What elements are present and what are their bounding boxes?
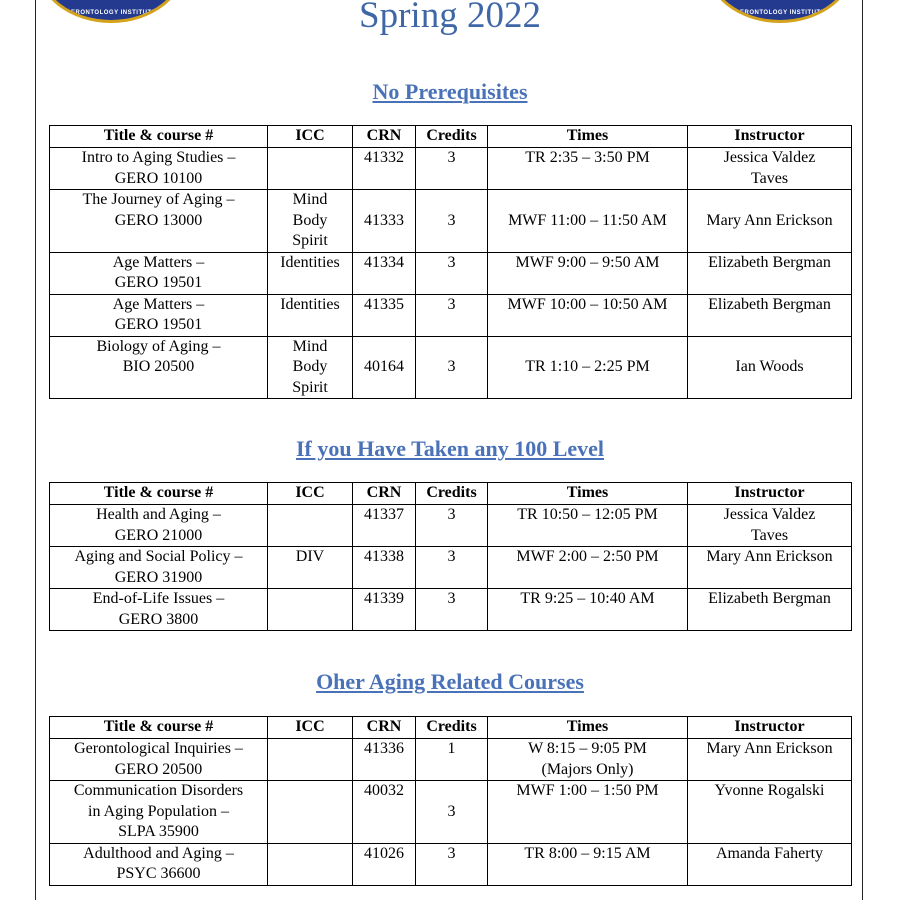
- times-line: MWF 1:00 – 1:50 PM: [516, 782, 659, 799]
- times-line: W 8:15 – 9:05 PM: [528, 740, 647, 757]
- times-cell: [488, 148, 688, 190]
- times-cell: [488, 739, 688, 781]
- crn-cell: 41337: [353, 505, 416, 547]
- times-line: MWF 9:00 – 9:50 AM: [515, 253, 660, 271]
- course-title-line: End-of-Life Issues –: [92, 590, 225, 607]
- crn-cell: 40032: [353, 781, 416, 844]
- column-header-instructor: Instructor: [688, 483, 852, 505]
- instructor-line: Mary Ann Erickson: [706, 548, 833, 565]
- times-cell: [488, 336, 688, 399]
- credits-cell: 3: [416, 148, 488, 190]
- credits-cell: 1: [416, 739, 488, 781]
- course-title-line: PSYC 36600: [116, 865, 201, 882]
- course-title-line: GERO 19501: [114, 274, 203, 291]
- crn-cell: 41336: [353, 739, 416, 781]
- table-row: [50, 336, 852, 399]
- column-header-icc: ICC: [268, 717, 353, 739]
- icc-cell: [268, 505, 353, 547]
- course-title-cell: [50, 547, 268, 589]
- course-title-line: Biology of Aging –: [96, 337, 221, 355]
- course-table-100-level: [49, 482, 852, 631]
- column-header-crn: CRN: [353, 483, 416, 505]
- course-title-cell: [50, 190, 268, 253]
- section-title-100-level: If you Have Taken any 100 Level: [295, 436, 605, 461]
- icc-line: DIV: [295, 548, 325, 565]
- column-header-times: Times: [488, 717, 688, 739]
- icc-cell: [268, 190, 353, 253]
- times-line: MWF 11:00 – 11:50 AM: [508, 211, 667, 229]
- column-header-crn: CRN: [353, 126, 416, 148]
- instructor-line: Jessica Valdez: [723, 506, 816, 523]
- icc-line: Mind: [292, 337, 328, 355]
- credits-cell: 3: [416, 252, 488, 294]
- instructor-line: Elizabeth Bergman: [708, 590, 831, 607]
- column-header-credits: Credits: [416, 717, 488, 739]
- course-title-cell: [50, 781, 268, 844]
- credits-cell: 3: [416, 589, 488, 631]
- instructor-line: Ian Woods: [735, 358, 804, 375]
- seal-text: GERONTOLOGY INSTITUTE: [65, 10, 157, 16]
- table-row: [50, 252, 852, 294]
- instructor-cell: [688, 781, 852, 844]
- icc-line: Identities: [280, 295, 340, 313]
- times-line: TR 1:10 – 2:25 PM: [525, 358, 650, 375]
- course-title-line: Gerontological Inquiries –: [74, 740, 243, 757]
- column-header-instructor: Instructor: [688, 126, 852, 148]
- course-title-line: GERO 20500: [114, 760, 203, 778]
- instructor-line: Amanda Faherty: [715, 844, 824, 862]
- instructor-cell: [688, 252, 852, 294]
- times-line: TR 2:35 – 3:50 PM: [525, 149, 650, 166]
- instructor-cell: [688, 505, 852, 547]
- crn-cell: 41338: [353, 547, 416, 589]
- crn-cell: 41334: [353, 252, 416, 294]
- instructor-cell: [688, 589, 852, 631]
- column-header-title: Title & course #: [50, 483, 268, 505]
- course-title-line: SLPA 35900: [118, 823, 199, 840]
- instructor-line: Elizabeth Bergman: [708, 253, 831, 271]
- instructor-line: Yvonne Rogalski: [714, 782, 825, 799]
- column-header-icc: ICC: [268, 126, 353, 148]
- crn-cell: 41339: [353, 589, 416, 631]
- times-line: (Majors Only): [541, 760, 634, 778]
- icc-cell: [268, 252, 353, 294]
- course-title-cell: [50, 336, 268, 399]
- times-line: MWF 2:00 – 2:50 PM: [516, 548, 659, 565]
- times-cell: [488, 547, 688, 589]
- course-title-line: in Aging Population –: [88, 802, 229, 820]
- times-line: TR 9:25 – 10:40 AM: [520, 590, 655, 607]
- table-header-row: [50, 717, 852, 739]
- column-header-times: Times: [488, 126, 688, 148]
- course-title-line: Aging and Social Policy –: [74, 548, 243, 565]
- crn-cell: 41026: [353, 843, 416, 885]
- times-line: TR 10:50 – 12:05 PM: [517, 506, 658, 523]
- column-header-credits: Credits: [416, 483, 488, 505]
- times-cell: [488, 505, 688, 547]
- credits-cell: 3: [416, 336, 488, 399]
- course-title-cell: [50, 589, 268, 631]
- seal-text: GERONTOLOGY INSTITUTE: [734, 10, 826, 16]
- instructor-line: Mary Ann Erickson: [706, 211, 833, 229]
- table-row: [50, 589, 852, 631]
- course-title-line: GERO 13000: [114, 211, 203, 229]
- course-title-cell: [50, 505, 268, 547]
- column-header-instructor: Instructor: [688, 717, 852, 739]
- instructor-line: Taves: [750, 526, 789, 544]
- credits-cell: 3: [416, 505, 488, 547]
- column-header-times: Times: [488, 483, 688, 505]
- instructor-cell: [688, 294, 852, 336]
- times-cell: [488, 294, 688, 336]
- table-row: [50, 781, 852, 844]
- times-cell: [488, 190, 688, 253]
- course-title-line: Health and Aging –: [96, 506, 221, 523]
- course-title-cell: [50, 252, 268, 294]
- icc-cell: [268, 294, 353, 336]
- icc-cell: [268, 547, 353, 589]
- icc-cell: [268, 843, 353, 885]
- icc-line: Body: [292, 358, 328, 375]
- course-title-line: Adulthood and Aging –: [83, 844, 234, 862]
- credits-cell: 3: [416, 547, 488, 589]
- table-row: [50, 190, 852, 253]
- course-title-cell: [50, 739, 268, 781]
- course-table-other-aging: [49, 716, 852, 886]
- crn-cell: 41335: [353, 294, 416, 336]
- times-cell: [488, 781, 688, 844]
- icc-line: Spirit: [292, 232, 328, 249]
- course-title-cell: [50, 294, 268, 336]
- icc-line: Mind: [292, 191, 328, 208]
- column-header-title: Title & course #: [50, 126, 268, 148]
- icc-cell: [268, 148, 353, 190]
- instructor-cell: [688, 547, 852, 589]
- course-title-line: GERO 19501: [114, 316, 203, 333]
- table-row: [50, 547, 852, 589]
- instructor-line: Mary Ann Erickson: [706, 740, 833, 757]
- crn-cell: 40164: [353, 336, 416, 399]
- course-table-no-prerequisites: [49, 125, 852, 399]
- course-title-line: GERO 31900: [114, 568, 203, 586]
- course-title-line: Age Matters –: [112, 295, 205, 313]
- icc-line: Spirit: [292, 378, 328, 396]
- icc-cell: [268, 336, 353, 399]
- column-header-title: Title & course #: [50, 717, 268, 739]
- credits-cell: 3: [416, 294, 488, 336]
- column-header-credits: Credits: [416, 126, 488, 148]
- credits-cell: 3: [416, 843, 488, 885]
- course-title-cell: [50, 148, 268, 190]
- times-line: TR 8:00 – 9:15 AM: [524, 844, 651, 862]
- instructor-line: Elizabeth Bergman: [708, 295, 831, 313]
- times-line: MWF 10:00 – 10:50 AM: [507, 295, 668, 313]
- table-header-row: [50, 483, 852, 505]
- icc-line: Identities: [280, 253, 340, 271]
- times-cell: [488, 589, 688, 631]
- table-header-row: [50, 126, 852, 148]
- course-title-cell: [50, 843, 268, 885]
- table-row: [50, 843, 852, 885]
- course-title-line: BIO 20500: [122, 358, 195, 375]
- credits-cell: 3: [416, 190, 488, 253]
- column-header-crn: CRN: [353, 717, 416, 739]
- times-cell: [488, 252, 688, 294]
- course-title-line: Age Matters –: [112, 253, 205, 271]
- crn-cell: 41333: [353, 190, 416, 253]
- credits-cell: 3: [416, 781, 488, 844]
- course-title-line: Intro to Aging Studies –: [81, 149, 236, 166]
- instructor-line: Taves: [750, 169, 789, 187]
- course-title-line: Communication Disorders: [73, 782, 244, 799]
- icc-cell: [268, 739, 353, 781]
- icc-cell: [268, 589, 353, 631]
- instructor-cell: [688, 739, 852, 781]
- instructor-cell: [688, 190, 852, 253]
- page-title: Spring 2022: [359, 0, 541, 36]
- icc-cell: [268, 781, 353, 844]
- instructor-cell: [688, 148, 852, 190]
- course-title-line: The Journey of Aging –: [82, 191, 235, 208]
- course-title-line: GERO 3800: [118, 610, 199, 628]
- instructor-cell: [688, 336, 852, 399]
- table-row: [50, 148, 852, 190]
- instructor-cell: [688, 843, 852, 885]
- section-title-other-aging-courses: Oher Aging Related Courses: [316, 669, 584, 694]
- course-title-line: GERO 10100: [114, 169, 203, 187]
- instructor-line: Jessica Valdez: [723, 149, 816, 166]
- table-row: [50, 294, 852, 336]
- crn-cell: 41332: [353, 148, 416, 190]
- icc-line: Body: [292, 211, 328, 229]
- table-row: [50, 739, 852, 781]
- section-title-no-prerequisites: No Prerequisites: [372, 79, 528, 104]
- times-cell: [488, 843, 688, 885]
- course-title-line: GERO 21000: [114, 526, 203, 544]
- column-header-icc: ICC: [268, 483, 353, 505]
- table-row: [50, 505, 852, 547]
